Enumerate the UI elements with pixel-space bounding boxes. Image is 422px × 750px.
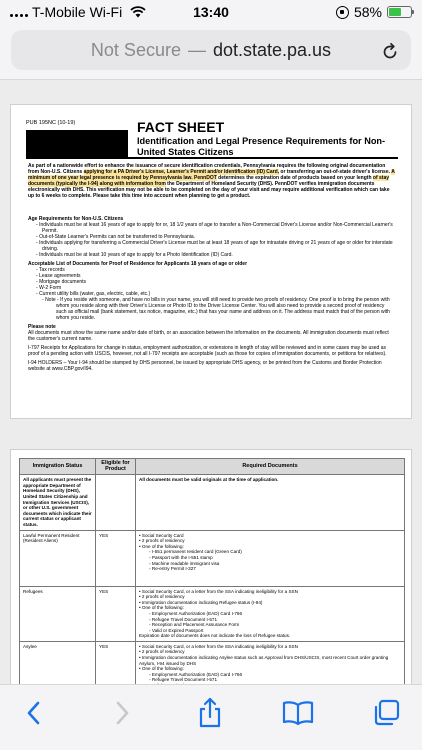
intro-text-c: determines the expiration date of products based on your length <box>216 175 373 181</box>
residence-list <box>36 267 396 321</box>
publication-number: PUB 195NC (10-19) <box>26 120 76 126</box>
doc-subitem: ◦ Reception and Placement Assurance Form <box>149 622 401 628</box>
list-item: - Lease agreements <box>36 273 396 279</box>
doc-subitem: ◦ Re-entry Permit I-327 <box>149 566 401 572</box>
intro-highlight-1: applying for a PA Driver's License, Learner's Permit and/or Identification (ID) Card, <box>83 169 280 175</box>
table-row <box>20 586 405 641</box>
status-cell: Asylee <box>20 641 96 696</box>
doc-subitem: ◦ Machine readable immigrant visa <box>149 561 401 567</box>
list-item: - Individuals applying for transferring a Commercial Driver's License must be at least 18 years of age for intrastate driving or 21 years of age or older for interstate driving. <box>36 240 396 252</box>
doc-subitem: ◦ Employment Authorization (EAD) Card I-766 <box>149 611 401 617</box>
battery-icon <box>387 6 412 18</box>
status-right-group <box>336 4 412 20</box>
fact-sheet-title: FACT SHEET <box>137 119 225 135</box>
doc-item: • 2 proofs of residency <box>139 538 401 544</box>
please-note-heading: Please note <box>28 324 56 330</box>
security-label: Not Secure <box>90 39 181 60</box>
browser-toolbar <box>0 684 422 750</box>
doc-item: • One of the following: <box>139 666 401 672</box>
doc-item: • Social Security Card, or a letter from the SSA indicating ineligibility for a SSN <box>139 589 401 595</box>
intro-text-a: As part of a nationwide effort to enhance the issuance of secure identification credentials, Pennsylvania requires the following original documentation from Non-U.S. Citizens <box>28 163 386 175</box>
table-header-row <box>20 459 405 475</box>
intro-highlight-3: of stay documents (typically the I-94) along with information from <box>28 175 390 187</box>
age-section <box>28 213 396 372</box>
reload-icon[interactable] <box>380 42 400 62</box>
intro-text-d: the Department of Homeland Security (DHS). PennDOT verifies immigration documents electronically with DHS. This verification may not be able to be completed on the day of your visit and may require additional verification which can take up to 6 weeks to complete. Please take this time into account when planning to get a product. <box>28 181 390 199</box>
doc-subitem: ◦ Valid or Expired Passport <box>149 628 401 634</box>
status-bar <box>0 0 422 24</box>
list-item: - W-2 Form <box>36 285 396 291</box>
docs-cell <box>136 586 405 641</box>
list-item: - Current utility bills (water, gas, electric, cable, etc.) <box>36 291 396 297</box>
tabs-icon <box>372 699 400 727</box>
doc-subitem: ◦ Refugee Travel Document I-571 <box>149 677 401 683</box>
doc-item: • 2 proofs of residency <box>139 594 401 600</box>
eligible-cell: YES <box>96 641 136 696</box>
forward-chevron-icon <box>113 700 131 726</box>
header-divider <box>26 157 398 159</box>
fact-sheet-subtitle: Identification and Legal Presence Requirements for Non-United States Citizens <box>137 136 386 157</box>
note-left: All applicants must present the appropriate Department of Homeland Security (DHS), United States Citizenship and Immigration Services (USCIS), or other U.S. government documents which indicate their current status or applicant status. <box>20 475 96 530</box>
battery-level <box>389 8 401 16</box>
back-chevron-icon <box>25 700 43 726</box>
intro-text-b: or transferring an out-of-state driver's license. <box>279 169 392 175</box>
doc-item: • One of the following: <box>139 544 401 550</box>
address-bar-area <box>0 24 422 80</box>
doc-item: • Immigration documentation indicating Refugee status (I-94) <box>139 600 401 606</box>
share-button[interactable] <box>190 697 230 729</box>
list-item: - Mortgage documents <box>36 279 396 285</box>
row-footer: Expiration date of documents does not indicate the loss of Refugee status. <box>139 633 291 639</box>
forward-button[interactable] <box>102 697 142 729</box>
doc-item: • 2 proofs of residency <box>139 649 401 655</box>
note-right: All documents must be valid originals at the time of application. <box>136 475 405 530</box>
share-icon <box>197 697 223 729</box>
list-item: - Individuals must be at least 10 years of age to apply for a Photo Identification (ID) Card. <box>36 252 396 258</box>
doc-subitem: ◦ Passport with the I-551 stamp <box>149 555 401 561</box>
doc-subitem: ◦ Refugee Travel Document I-571 <box>149 617 401 623</box>
eligible-cell: YES <box>96 530 136 586</box>
header-black-bar <box>26 130 128 157</box>
doc-item: • Social Security Card, or a letter from the SSA indicating ineligibility for a SSN <box>139 644 401 650</box>
address-bar[interactable] <box>11 30 411 70</box>
doc-subitem: ◦ I-551 permanent resident card (Green Card) <box>149 549 401 555</box>
orientation-lock-icon <box>336 6 349 19</box>
column-header: Required Documents <box>136 459 405 475</box>
eligible-cell: YES <box>96 586 136 641</box>
docs-cell <box>136 530 405 586</box>
list-item: - Individuals must be at least 16 years of age to apply for or, 18 1/2 years of age to transfer a Non-Commercial Driver's License and/or Non-Commercial Learner's Permit. <box>36 222 396 234</box>
battery-percent: 58% <box>353 4 382 20</box>
doc-subitem: ◦ Employment Authorization (EAD) Card I-766 <box>149 672 401 678</box>
doc-item: • Immigration documentation indicating Asylee status such as Approval from DHS/USCIS, most recent Court order granting Asylum, I-94 issued by DHS <box>139 655 401 666</box>
status-cell: Refugees <box>20 586 96 641</box>
empty-cell <box>96 475 136 530</box>
column-header: Immigration Status <box>20 459 96 475</box>
status-cell: Lawful Permanent Resident (Resident Aliens) <box>20 530 96 586</box>
please-note-2: I-797 Receipts for Applications for change in status, employment authorization, or extensions in length of stay will be reviewed and in some cases may be used as proof of a pending action with USCIS, however, not all I-797 receipts are acceptable (such as those for copies of immigration documents, or petitions for relatives). <box>28 345 387 357</box>
tabs-button[interactable] <box>366 697 406 729</box>
clock: 13:40 <box>193 4 229 20</box>
url-domain: dot.state.pa.us <box>212 39 332 60</box>
list-item: - Tax records <box>36 267 396 273</box>
url-separator: — <box>187 39 206 60</box>
age-list <box>36 222 396 258</box>
list-item: - Out-of-State Learner's Permits can not be transferred to Pennsylvania. <box>36 234 396 240</box>
status-table-page <box>10 449 412 689</box>
carrier-name: T-Mobile Wi-Fi <box>32 4 123 20</box>
residence-heading: Acceptable List of Documents for Proof of Residence for Applicants 18 years of age or older <box>28 261 248 267</box>
bookmarks-button[interactable] <box>278 697 318 729</box>
please-note-1: All documents must show the same name and/or date of birth, or an association between the information on the documents. All immigration documents must reflect the customer's current name. <box>28 330 389 342</box>
please-note-3: I-94 HOLDERS – Your I-94 should be stamped by DHS personnel, be issued by appropriate DHS agency, or be printed from the Customs and Border Protection website at www.CBP.gov/I94. <box>28 360 382 372</box>
doc-item: • Social Security Card <box>139 533 401 539</box>
residence-note: - Note - If you reside with someone, and have no bills in your name, you will still need to provide two proofs of residency. One proof is to bring the person with whom you reside along with their Driver's License or Photo ID to the Driver License Center. You will also need to provide a second proof of residency such as official mail (bank statement, tax notice, magazine, etc.) that has your name and address on it. The address must match that of the person with whom you reside. <box>36 297 396 321</box>
age-heading: Age Requirements for Non-U.S. Citizens <box>28 216 124 222</box>
fact-sheet-page <box>10 104 412 419</box>
intro-paragraph <box>28 163 396 199</box>
intro-highlight-2: A minimum of one year legal presence is required by Pennsylvania law. PennDOT <box>28 169 395 181</box>
book-icon <box>282 700 314 726</box>
table-row <box>20 530 405 586</box>
doc-item: • One of the following: <box>139 605 401 611</box>
back-button[interactable] <box>14 697 54 729</box>
column-header: Eligible for Product <box>96 459 136 475</box>
web-content[interactable] <box>0 80 422 684</box>
table-note-row <box>20 475 405 530</box>
